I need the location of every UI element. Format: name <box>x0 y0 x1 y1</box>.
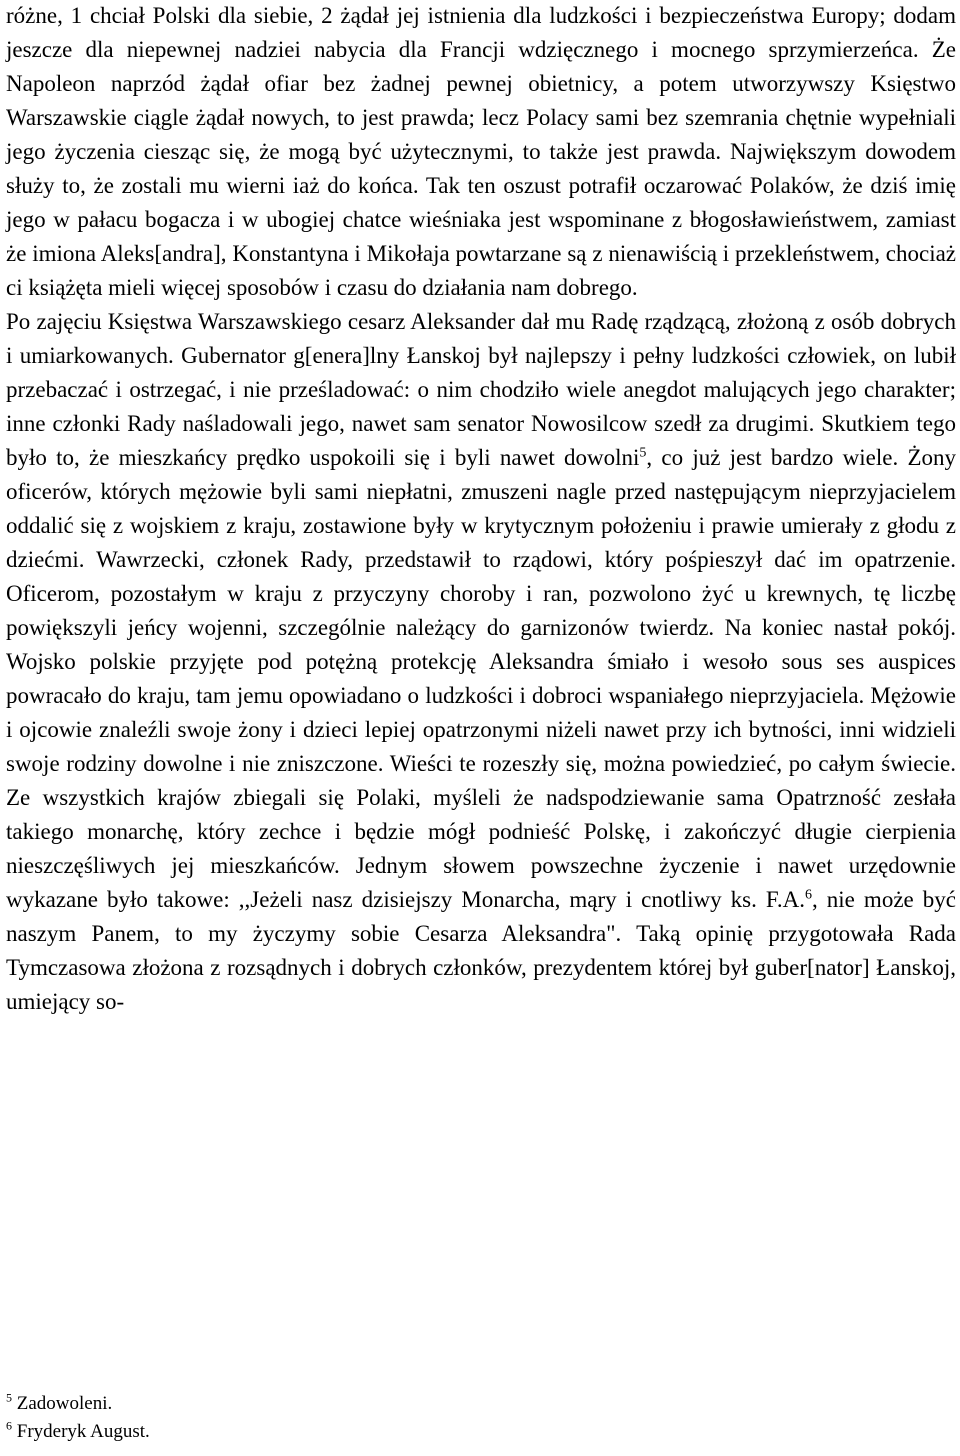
document-body <box>6 0 956 1019</box>
footnote-5-text: Zadowoleni. <box>16 1393 113 1414</box>
paragraph-2-text-b: , co już jest bardzo wiele. Żony oficerów, których mężowie byli sami niepłatni, zmuszeni nagle przed następującym nieprzyjacielem oddalić się z wojskiem z kraju, zostawione były w krytycznym położeniu i prawie umierały z głodu z dziećmi. Wawrzecki, członek Rady, przedstawił to rządowi, który pośpieszył dać im opatrzenie. Oficerom, pozostałym w kraju z przyczyny choroby i ran, pozwolono żyć u krewnych, tę liczbę powiększyli jeńcy wojenni, szczególnie należący do garnizonów twierdz. Na koniec nastał pokój. Wojsko polskie przyjęte pod potężną protekcję Aleksandra śmiało i wesoło sous ses auspices powracało do kraju, tam jemu opowiadano o ludzkości i dobroci wspaniałego nieprzyjaciela. Mężowie i ojcowie znaleźli swoje żony i dzieci lepiej opatrzonymi niżeli nawet przy ich bytności, inni widzieli swoje rodziny dowolne i nie zniszczone. Wieści te rozeszły się, można powiedzieć, po całym świecie. Ze wszystkich krajów zbiegali się Polaki, myśleli że nadspodziewanie sama Opatrzność zesłała takiego monarchę, który zechce i będzie mógł podnieść Polskę, i zakończyć długie cierpienia nieszczęśliwych jej mieszkańców. Jednym słowem powszechne życzenie i nawet urzędownie wykazane było takowe: ,,Jeżeli nasz dzisiejszy Monarcha, mąry i cnotliwy ks. F.A. <box>6 445 957 912</box>
paragraph-2-text-a: Po zajęciu Księstwa Warszawskiego cesarz Aleksander dał mu Radę rządzącą, złożoną z osób dobrych i umiarkowanych. Gubernator g[enera]lny Łanskoj był najlepszy i pełny ludzkości człowiek, on lubił przebaczać i ostrzegać, i nie prześladować: o nim chodziło wiele anegdot malujących jego charakter; inne członki Rady naśladowali jego, nawet sam senator Nowosilcow szedł za drugimi. Skutkiem tego było to, że mieszkańcy prędko uspokoili się i byli nawet dowolni <box>6 309 956 470</box>
footnote-6 <box>6 1418 956 1446</box>
footnote-ref-5[interactable]: 5 <box>639 445 647 461</box>
footnote-5 <box>6 1390 956 1418</box>
paragraph-1 <box>6 0 956 305</box>
footnote-ref-6[interactable]: 6 <box>804 887 812 903</box>
footnote-6-text: Fryderyk August. <box>16 1421 150 1442</box>
document-page <box>6 0 956 1019</box>
footnote-5-number: 5 <box>6 1390 12 1405</box>
paragraph-2 <box>6 305 956 1019</box>
paragraph-1-text: różne, 1 chciał Polski dla siebie, 2 żądał jej istnienia dla ludzkości i bezpieczeństwa Europy; dodam jeszcze dla niepewnej nadziei nabycia dla Francji wdzięcznego i mocnego sprzymierzeńca. Że Napoleon naprzód żądał ofiar bez żadnej pewnej obietnicy, a potem utworzywszy Księstwo Warszawskie ciągle żądał nowych, to jest prawda; lecz Polacy sami bez szemrania chętnie wypełniali jego życzenia ciesząc się, że mogą być użytecznymi, to także jest prawda. Największym dowodem służy to, że zostali mu wierni iaż do końca. Tak ten oszust potrafił oczarować Polaków, że dziś imię jego w pałacu bogacza i w ubogiej chatce wieśniaka jest wspominane z błogosławieństwem, zamiast że imiona Aleks[andra], Konstantyna i Mikołaja powtarzane są z nienawiścią i przekleństwem, chociaż ci książęta mieli więcej sposobów i czasu do działania nam dobrego. <box>6 3 956 300</box>
footnotes <box>6 1390 956 1446</box>
footnote-6-number: 6 <box>6 1418 12 1433</box>
paragraph-2-text-c: , nie może być naszym Panem, to my życzymy sobie Cesarza Aleksandra". Taką opinię przygotowała Rada Tymczasowa złożona z rozsądnych i dobrych członków, prezydentem której był guber[nator] Łanskoj, umiejący so- <box>6 887 956 1014</box>
